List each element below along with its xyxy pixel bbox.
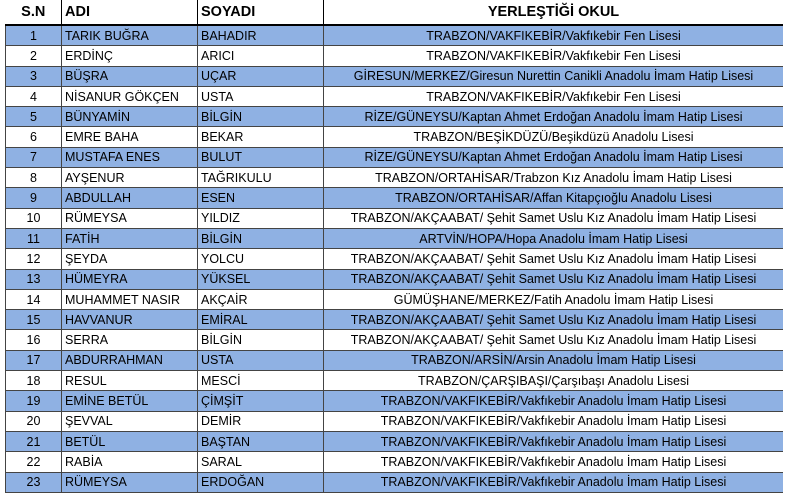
cell-sn: 23 [6, 472, 62, 492]
cell-sn: 13 [6, 269, 62, 289]
cell-okul: RİZE/GÜNEYSU/Kaptan Ahmet Erdoğan Anadolu İmam Hatip Lisesi [324, 147, 784, 167]
cell-adi: NİSANUR GÖKÇEN [62, 86, 198, 106]
table-row [6, 208, 784, 228]
cell-adi: ERDİNÇ [62, 46, 198, 66]
cell-okul: TRABZON/VAKFIKEBİR/Vakfıkebir Anadolu İmam Hatip Lisesi [324, 411, 784, 431]
cell-soyadi: YILDIZ [198, 208, 324, 228]
placement-table [5, 0, 784, 493]
cell-sn: 18 [6, 371, 62, 391]
table-row [6, 147, 784, 167]
table-row [6, 472, 784, 492]
cell-okul: TRABZON/AKÇAABAT/ Şehit Samet Uslu Kız Anadolu İmam Hatip Lisesi [324, 310, 784, 330]
cell-adi: RÜMEYSA [62, 208, 198, 228]
cell-soyadi: BİLGİN [198, 228, 324, 248]
cell-okul: TRABZON/VAKFIKEBİR/Vakfıkebir Anadolu İmam Hatip Lisesi [324, 472, 784, 492]
cell-adi: RÜMEYSA [62, 472, 198, 492]
cell-okul: TRABZON/VAKFIKEBİR/Vakfıkebir Anadolu İmam Hatip Lisesi [324, 431, 784, 451]
table-row [6, 411, 784, 431]
cell-soyadi: MESCİ [198, 371, 324, 391]
table-row [6, 86, 784, 106]
cell-soyadi: USTA [198, 350, 324, 370]
cell-okul: RİZE/GÜNEYSU/Kaptan Ahmet Erdoğan Anadolu İmam Hatip Lisesi [324, 107, 784, 127]
cell-adi: MUSTAFA ENES [62, 147, 198, 167]
cell-sn: 19 [6, 391, 62, 411]
cell-adi: MUHAMMET NASIR [62, 289, 198, 309]
cell-soyadi: BAHADIR [198, 25, 324, 46]
cell-sn: 3 [6, 66, 62, 86]
table-row [6, 371, 784, 391]
cell-okul: TRABZON/AKÇAABAT/ Şehit Samet Uslu Kız Anadolu İmam Hatip Lisesi [324, 330, 784, 350]
cell-sn: 1 [6, 25, 62, 46]
table-row [6, 228, 784, 248]
cell-adi: AYŞENUR [62, 168, 198, 188]
cell-soyadi: USTA [198, 86, 324, 106]
cell-adi: BÜNYAMİN [62, 107, 198, 127]
cell-soyadi: BİLGİN [198, 330, 324, 350]
cell-soyadi: YÜKSEL [198, 269, 324, 289]
cell-adi: RABİA [62, 452, 198, 472]
table-row [6, 188, 784, 208]
cell-soyadi: BEKAR [198, 127, 324, 147]
table-row [6, 269, 784, 289]
cell-adi: EMİNE BETÜL [62, 391, 198, 411]
cell-sn: 22 [6, 452, 62, 472]
header-okul: YERLEŞTİĞİ OKUL [324, 0, 784, 25]
cell-soyadi: BULUT [198, 147, 324, 167]
cell-okul: TRABZON/BEŞİKDÜZÜ/Beşikdüzü Anadolu Lisesi [324, 127, 784, 147]
cell-adi: HAVVANUR [62, 310, 198, 330]
table-row [6, 289, 784, 309]
header-soyadi: SOYADI [198, 0, 324, 25]
cell-soyadi: BAŞTAN [198, 431, 324, 451]
cell-soyadi: BİLGİN [198, 107, 324, 127]
cell-adi: ŞEVVAL [62, 411, 198, 431]
cell-okul: TRABZON/AKÇAABAT/ Şehit Samet Uslu Kız Anadolu İmam Hatip Lisesi [324, 269, 784, 289]
cell-sn: 11 [6, 228, 62, 248]
cell-okul: GİRESUN/MERKEZ/Giresun Nurettin Canikli Anadolu İmam Hatip Lisesi [324, 66, 784, 86]
cell-sn: 16 [6, 330, 62, 350]
cell-soyadi: SARAL [198, 452, 324, 472]
cell-okul: TRABZON/VAKFIKEBİR/Vakfıkebir Fen Lisesi [324, 86, 784, 106]
cell-sn: 14 [6, 289, 62, 309]
cell-adi: SERRA [62, 330, 198, 350]
cell-adi: RESUL [62, 371, 198, 391]
header-sn: S.N [6, 0, 62, 25]
table-row [6, 330, 784, 350]
cell-sn: 5 [6, 107, 62, 127]
cell-soyadi: ERDOĞAN [198, 472, 324, 492]
cell-adi: ABDURRAHMAN [62, 350, 198, 370]
cell-adi: FATİH [62, 228, 198, 248]
cell-sn: 9 [6, 188, 62, 208]
cell-soyadi: EMİRAL [198, 310, 324, 330]
cell-okul: GÜMÜŞHANE/MERKEZ/Fatih Anadolu İmam Hatip Lisesi [324, 289, 784, 309]
table-row [6, 431, 784, 451]
table-row [6, 66, 784, 86]
cell-adi: ŞEYDA [62, 249, 198, 269]
cell-soyadi: ÇİMŞİT [198, 391, 324, 411]
cell-sn: 4 [6, 86, 62, 106]
cell-sn: 12 [6, 249, 62, 269]
cell-okul: TRABZON/VAKFIKEBİR/Vakfıkebir Fen Lisesi [324, 25, 784, 46]
cell-sn: 2 [6, 46, 62, 66]
table-row [6, 391, 784, 411]
cell-okul: TRABZON/VAKFIKEBİR/Vakfıkebir Anadolu İmam Hatip Lisesi [324, 391, 784, 411]
cell-sn: 10 [6, 208, 62, 228]
cell-adi: EMRE BAHA [62, 127, 198, 147]
page-edge [783, 0, 800, 493]
table-row [6, 107, 784, 127]
cell-soyadi: TAĞRIKULU [198, 168, 324, 188]
table-row [6, 46, 784, 66]
table-row [6, 127, 784, 147]
table-row [6, 350, 784, 370]
cell-sn: 7 [6, 147, 62, 167]
placement-sheet [5, 0, 783, 493]
cell-adi: HÜMEYRA [62, 269, 198, 289]
cell-okul: TRABZON/ARSİN/Arsin Anadolu İmam Hatip Lisesi [324, 350, 784, 370]
cell-adi: BETÜL [62, 431, 198, 451]
cell-sn: 15 [6, 310, 62, 330]
header-row [6, 0, 784, 25]
cell-sn: 17 [6, 350, 62, 370]
table-row [6, 452, 784, 472]
cell-soyadi: AKÇAİR [198, 289, 324, 309]
cell-adi: TARIK BUĞRA [62, 25, 198, 46]
table-body [6, 25, 784, 492]
cell-soyadi: ESEN [198, 188, 324, 208]
header-adi: ADI [62, 0, 198, 25]
cell-okul: TRABZON/AKÇAABAT/ Şehit Samet Uslu Kız Anadolu İmam Hatip Lisesi [324, 208, 784, 228]
cell-adi: ABDULLAH [62, 188, 198, 208]
cell-sn: 8 [6, 168, 62, 188]
cell-sn: 21 [6, 431, 62, 451]
cell-okul: ARTVİN/HOPA/Hopa Anadolu İmam Hatip Lisesi [324, 228, 784, 248]
cell-okul: TRABZON/AKÇAABAT/ Şehit Samet Uslu Kız Anadolu İmam Hatip Lisesi [324, 249, 784, 269]
cell-soyadi: DEMİR [198, 411, 324, 431]
table-row [6, 168, 784, 188]
cell-soyadi: UÇAR [198, 66, 324, 86]
cell-okul: TRABZON/VAKFIKEBİR/Vakfıkebir Fen Lisesi [324, 46, 784, 66]
cell-soyadi: YOLCU [198, 249, 324, 269]
table-row [6, 310, 784, 330]
cell-sn: 6 [6, 127, 62, 147]
table-row [6, 249, 784, 269]
cell-okul: TRABZON/ORTAHİSAR/Trabzon Kız Anadolu İmam Hatip Lisesi [324, 168, 784, 188]
cell-okul: TRABZON/ORTAHİSAR/Affan Kitapçıoğlu Anadolu Lisesi [324, 188, 784, 208]
cell-soyadi: ARICI [198, 46, 324, 66]
cell-okul: TRABZON/ÇARŞIBAŞI/Çarşıbaşı Anadolu Lisesi [324, 371, 784, 391]
table-row [6, 25, 784, 46]
cell-adi: BÜŞRA [62, 66, 198, 86]
cell-sn: 20 [6, 411, 62, 431]
cell-okul: TRABZON/VAKFIKEBİR/Vakfıkebir Anadolu İmam Hatip Lisesi [324, 452, 784, 472]
